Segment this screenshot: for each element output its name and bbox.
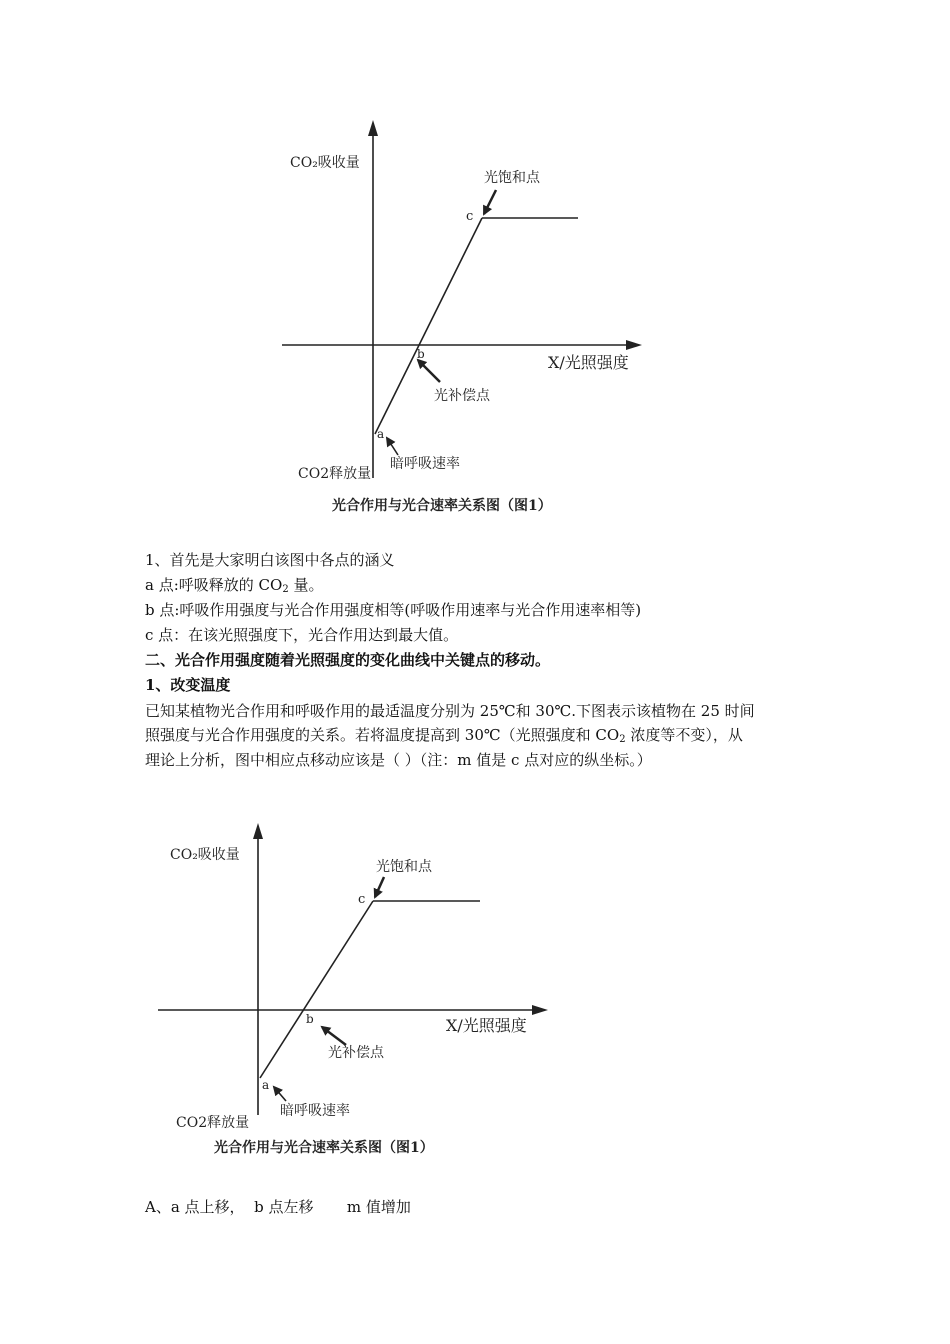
dark-respiration-label: 暗呼吸速率 — [390, 456, 460, 472]
x-axis-arrowhead — [626, 340, 642, 350]
y-axis-arrowhead — [253, 823, 263, 839]
section-heading-3: 1、改变温度 — [145, 676, 231, 694]
text-line-1: 1、首先是大家明白该图中各点的涵义 — [145, 551, 395, 569]
option-a: A、a 点上移， b 点左移 m 值增加 — [145, 1198, 411, 1216]
y-axis-top-label: CO₂吸收量 — [170, 847, 240, 863]
figure-1 — [270, 110, 670, 530]
dark-arrow — [274, 1087, 286, 1101]
point-b-label: b — [417, 347, 425, 361]
section-heading-2: 二、光合作用强度随着光照强度的变化曲线中关键点的移动。 — [145, 651, 551, 669]
saturation-label: 光饱和点 — [376, 859, 432, 875]
figure-2 — [150, 815, 570, 1165]
point-a-label: a — [262, 1078, 270, 1092]
compensation-label: 光补偿点 — [328, 1045, 384, 1061]
x-axis-label: X/光照强度 — [548, 353, 629, 372]
comp-arrow — [418, 360, 440, 382]
figure-caption: 光合作用与光合速率关系图（图1） — [214, 1140, 434, 1156]
text-line-3: b 点:呼吸作用强度与光合作用强度相等(呼吸作用速率与光合作用速率相等) — [145, 601, 642, 619]
y-axis-top-label: CO₂吸收量 — [290, 155, 360, 171]
p2-pre: 照强度与光合作用强度的关系。若将温度提高到 30℃（光照强度和 CO — [145, 726, 620, 744]
dark-arrow — [387, 438, 398, 455]
x-axis-arrowhead — [532, 1005, 548, 1015]
point-b-label: b — [306, 1012, 314, 1026]
paragraph-line-1: 已知某植物光合作用和呼吸作用的最适温度分别为 25℃和 30℃.下图表示该植物在 25 时间 — [145, 702, 755, 720]
line2-post: 量。 — [288, 576, 324, 594]
figure-caption: 光合作用与光合速率关系图（图1） — [332, 498, 552, 514]
y-axis-bottom-label: CO2释放量 — [176, 1115, 250, 1131]
y-axis-arrowhead — [368, 120, 378, 136]
point-c-label: c — [466, 209, 474, 224]
sat-arrow — [375, 877, 384, 897]
point-c-label: c — [358, 892, 366, 907]
point-a-label: a — [377, 427, 385, 441]
y-axis-bottom-label: CO2释放量 — [298, 466, 372, 482]
p2-sub: 2 — [619, 734, 626, 745]
p2-post: 浓度等不变），从 — [625, 726, 743, 744]
line2-sub: 2 — [282, 584, 289, 595]
line2-pre: a 点:呼吸释放的 CO — [145, 576, 283, 594]
saturation-label: 光饱和点 — [484, 170, 540, 186]
text-line-4: c 点：在该光照强度下，光合作用达到最大值。 — [145, 626, 459, 644]
compensation-label: 光补偿点 — [434, 388, 490, 404]
dark-respiration-label: 暗呼吸速率 — [280, 1103, 350, 1119]
sat-arrow — [484, 190, 496, 214]
paragraph-line-3: 理论上分析，图中相应点移动应该是（ ）（注：m 值是 c 点对应的纵坐标。） — [145, 751, 652, 769]
x-axis-label: X/光照强度 — [446, 1016, 527, 1035]
comp-arrow — [322, 1027, 346, 1045]
